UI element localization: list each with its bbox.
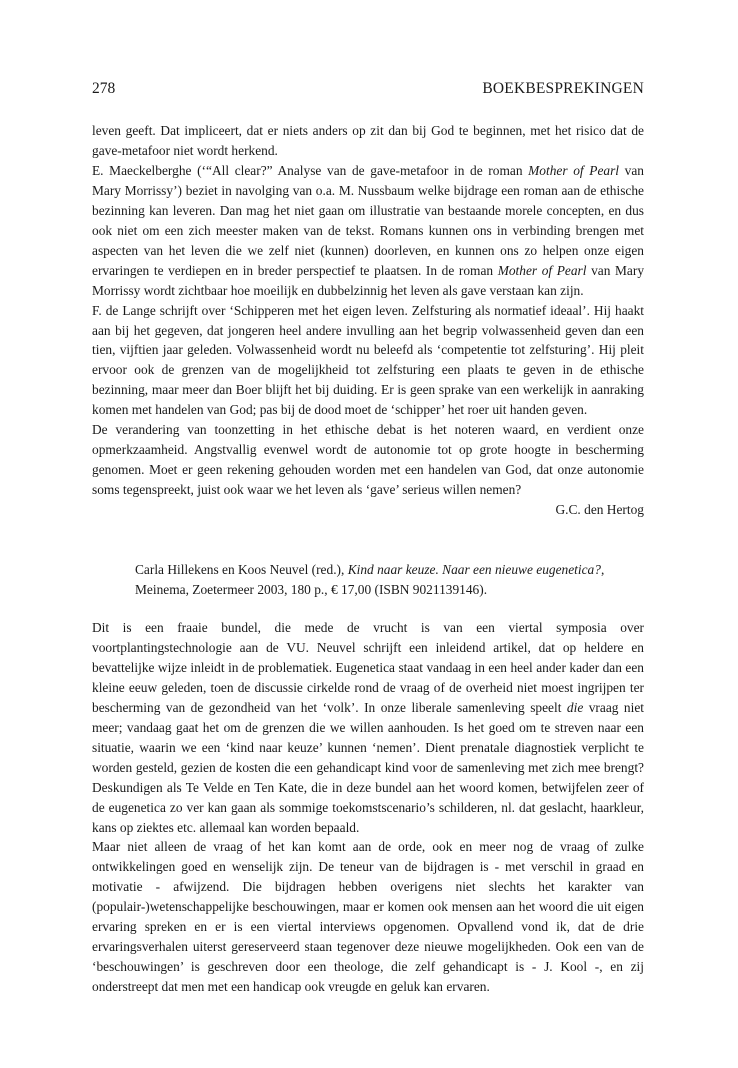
- citation-details: , Meinema, Zoetermeer 2003, 180 p., € 17,00 (ISBN 9021139146).: [135, 562, 605, 598]
- text-run: van Mary Morrissy’) beziet in navolging van o.a. M. Nussbaum welke bijdrage een roman aan de ethische bezinning kan leveren. Dan mag het niet gaan om illustratie van bestaande morele concepten, en dus ook niet om een zich meester maken van de tekst. Romans kunnen ons in verbinding brengen met aspecten van het leven die we zelf niet (kunnen) doorleven, en kunnen ons zo helpen onze eigen ervaringen te verdiepen en in breder perspectief te plaatsen. In de roman: [92, 162, 645, 278]
- citation-authors: Carla Hillekens en Koos Neuvel (red.),: [135, 562, 348, 578]
- body-text: [92, 121, 644, 997]
- paragraph-maeckelberghe: [92, 161, 644, 301]
- book-citation: [135, 560, 644, 600]
- text-run: E. Maeckelberghe (‘“All clear?” Analyse van de gave-metafoor in de roman: [92, 162, 529, 178]
- review-paragraph-1: [92, 618, 644, 837]
- page-number: 278: [92, 80, 116, 97]
- text-run: Dit is een fraaie bundel, die mede de vrucht is van een viertal symposia over voortplantingstechnologie aan de VU. Neuvel schrijft een inleidend artikel, dat op heldere en bevattelijke wijze inleidt in de problematiek. Eugenetica staat vandaag in een heel ander kader dan een kleine eeuw geleden, toen de discussie cirkelde rond de vraag of de overheid niet moest ingrijpen ter bescherming van de gezondheid van het ‘volk’. In onze liberale samenleving speelt: [92, 619, 644, 715]
- paragraph-de-lange: F. de Lange schrijft over ‘Schipperen met het eigen leven. Zelfsturing als normatief ideaal’. Hij haakt aan bij het gegeven, dat jongeren heel andere invulling aan het begrip volwassenheid geven dan een tien, vijftien jaar geleden. Volwassenheid wordt nu beleefd als ‘competentie tot zelfsturing’. Hij pleit ervoor ook de grenzen van de mogelijkheid tot zelfsturing een plaats te geven in de ethische bezinning, maar meer dan Boer blijft het bij duiding. Er is geen sprake van een werkelijk in aanraking komen met handelen van God; pas bij de dood moet de ‘schipper’ het roer uit handen geven.: [92, 302, 644, 418]
- novel-title: Mother of Pearl: [528, 162, 620, 178]
- review-paragraph-2: Maar niet alleen de vraag of het kan komt aan de orde, ook en meer nog de vraag of zulke ontwikkelingen goed en wenselijk zijn. De teneur van de bijdragen is - met verschil in graad en motivatie - afwijzend. Die bijdragen hebben overigens niet slechts het karakter van (populair-)wetenschappelijke beschouwingen, maar er komen ook mensen aan het woord die uit eigen ervaring spreken en er is een viertal interviews opgenomen. Opvallend vond ik, dat de drie ervaringsverhalen uiterst gereserveerd staan tegenover deze nieuwe mogelijkheden. Ook een van de ‘beschouwingen’ is geschreven door een theologe, die zelf gehandicapt is - J. Kool -, en zij onderstreept dat men met een handicap ook vreugde en geluk kan ervaren.: [92, 839, 644, 995]
- novel-title: Mother of Pearl: [497, 262, 587, 278]
- running-title: BOEKBESPREKINGEN: [482, 80, 644, 97]
- emphasis: die: [566, 699, 584, 715]
- citation-title: Kind naar keuze. Naar een nieuwe eugenetica?: [347, 562, 601, 578]
- review-body: [92, 618, 644, 997]
- page-header: [92, 78, 644, 100]
- reviewer-signature: G.C. den Hertog: [555, 502, 644, 518]
- text-run: van Mary Morrissy wordt zichtbaar hoe moeilijk en dubbelzinnig het leven als gave verstaan kan zijn.: [92, 262, 645, 298]
- paragraph-conclusion: De verandering van toonzetting in het ethische debat is het noteren waard, en verdient onze opmerkzaamheid. Angstvallig evenwel wordt de autonomie tot op grote hoogte in bescherming genomen. Moet er geen rekening gehouden worden met een handelen van God, dat onze autonomie soms tegenspreekt, juist ook waar we het leven als ‘gave’ serieus willen nemen?: [92, 422, 644, 498]
- text-run: vraag niet meer; vandaag gaat het om de grenzen die we willen aanhouden. Is het goed om te streven naar een situatie, waarin we een ‘kind naar keuze’ kunnen ‘nemen’. Dient prenatale diagnostiek verplicht te worden gesteld, gezien de kosten die een gehandicapt kind voor de samenleving met zich mee brengt? Deskundigen als Te Velde en Ten Kate, die in deze bundel aan het woord komen, betwijfelen zeer of de eugenetica zo ver kan gaan als sommige toekomstscenario’s schilderen, nl. dat geslacht, haarkleur, kans op ziektes etc. allemaal kan worden bepaald.: [92, 699, 645, 835]
- paragraph-continuation: leven geeft. Dat impliceert, dat er niets anders op zit dan bij God te beginnen, met het risico dat de gave-metafoor niet wordt herkend.: [92, 123, 644, 158]
